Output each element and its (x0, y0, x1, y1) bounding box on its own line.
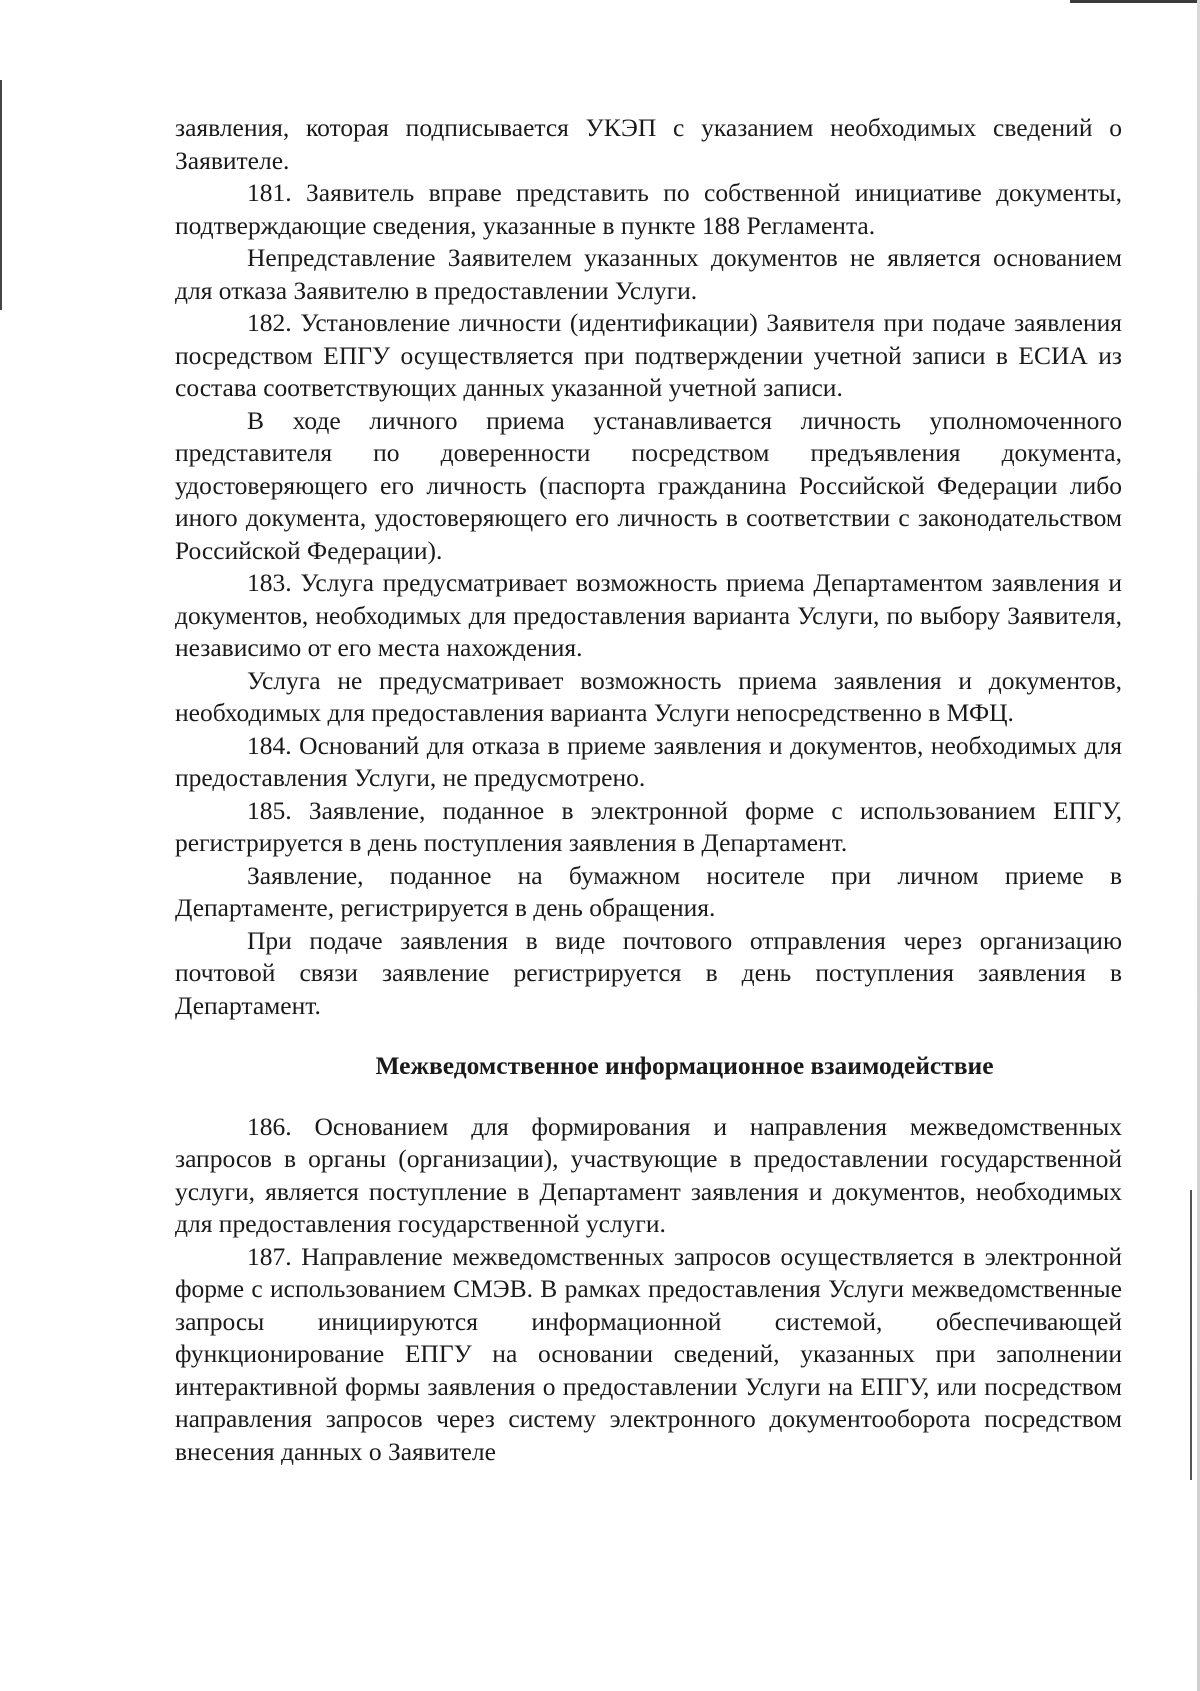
paragraph-186: 186. Основанием для формирования и направления межведомственных запросов в органы (организации), участвующие в предоставлении государственной услуги, является поступление в Департамент заявления и документов, необходимых для предоставления государственной услуги. (175, 1111, 1122, 1238)
scan-mark-left (0, 80, 2, 310)
section-heading: Межведомственное информационное взаимодействие (375, 1051, 994, 1080)
scan-edge-top (1070, 0, 1200, 3)
paragraph-182-personal-reception: В ходе личного приема устанавливается личность уполномоченного представителя по доверенности посредством предъявления документа, удостоверяющего его личность (паспорта гражданина Российской Федерации либо иного документа, удостоверяющего его личность в соответствии с законодательством Российской Федерации). (175, 405, 1122, 565)
paragraph-181: 181. Заявитель вправе представить по собственной инициативе документы, подтверждающие сведения, указанные в пункте 188 Регламента. (175, 178, 1122, 240)
paragraph-182: 182. Установление личности (идентификации) Заявителя при подаче заявления посредством ЕПГУ осуществляется при подтверждении учетной записи в ЕСИА из состава соответствующих данных указанной учетной записи. (175, 308, 1122, 402)
paragraph-184: 184. Оснований для отказа в приеме заявления и документов, необходимых для предоставления Услуги, не предусмотрено. (175, 730, 1122, 792)
paragraph-continuation: заявления, которая подписывается УКЭП с указанием необходимых сведений о Заявителе. (175, 113, 1122, 175)
paragraph-187: 187. Направление межведомственных запросов осуществляется в электронной форме с использованием СМЭВ. В рамках предоставления Услуги межведомственные запросы инициируются информационной системой, обеспечивающей функционирование ЕПГУ на основании сведений, указанных при заполнении интерактивной формы заявления о предоставлении Услуги на ЕПГУ, или посредством направления запросов через систему электронного документооборота посредством внесения данных о Заявителе (175, 1241, 1122, 1466)
paragraph-183-mfc: Услуга не предусматривает возможность приема заявления и документов, необходимых для предоставления варианта Услуги непосредственно в МФЦ. (175, 665, 1122, 727)
paragraph-185-postal: При подаче заявления в виде почтового отправления через организацию почтовой связи заявление регистрируется в день поступления заявления в Департамент. (175, 925, 1122, 1020)
paragraph-185: 185. Заявление, поданное в электронной форме с использованием ЕПГУ, регистрируется в день поступления заявления в Департамент. (175, 795, 1122, 857)
paragraph-185-paper: Заявление, поданное на бумажном носителе при личном приеме в Департаменте, регистрируется в день обращения. (175, 860, 1122, 922)
paragraph-181-note: Непредставление Заявителем указанных документов не является основанием для отказа Заявителю в предоставлении Услуги. (175, 243, 1122, 305)
document-page (175, 112, 1122, 1468)
scan-mark-right (1190, 1190, 1192, 1480)
paragraph-183: 183. Услуга предусматривает возможность приема Департаментом заявления и документов, необходимых для предоставления варианта Услуги, по выбору Заявителя, независимо от его места нахождения. (175, 568, 1122, 662)
